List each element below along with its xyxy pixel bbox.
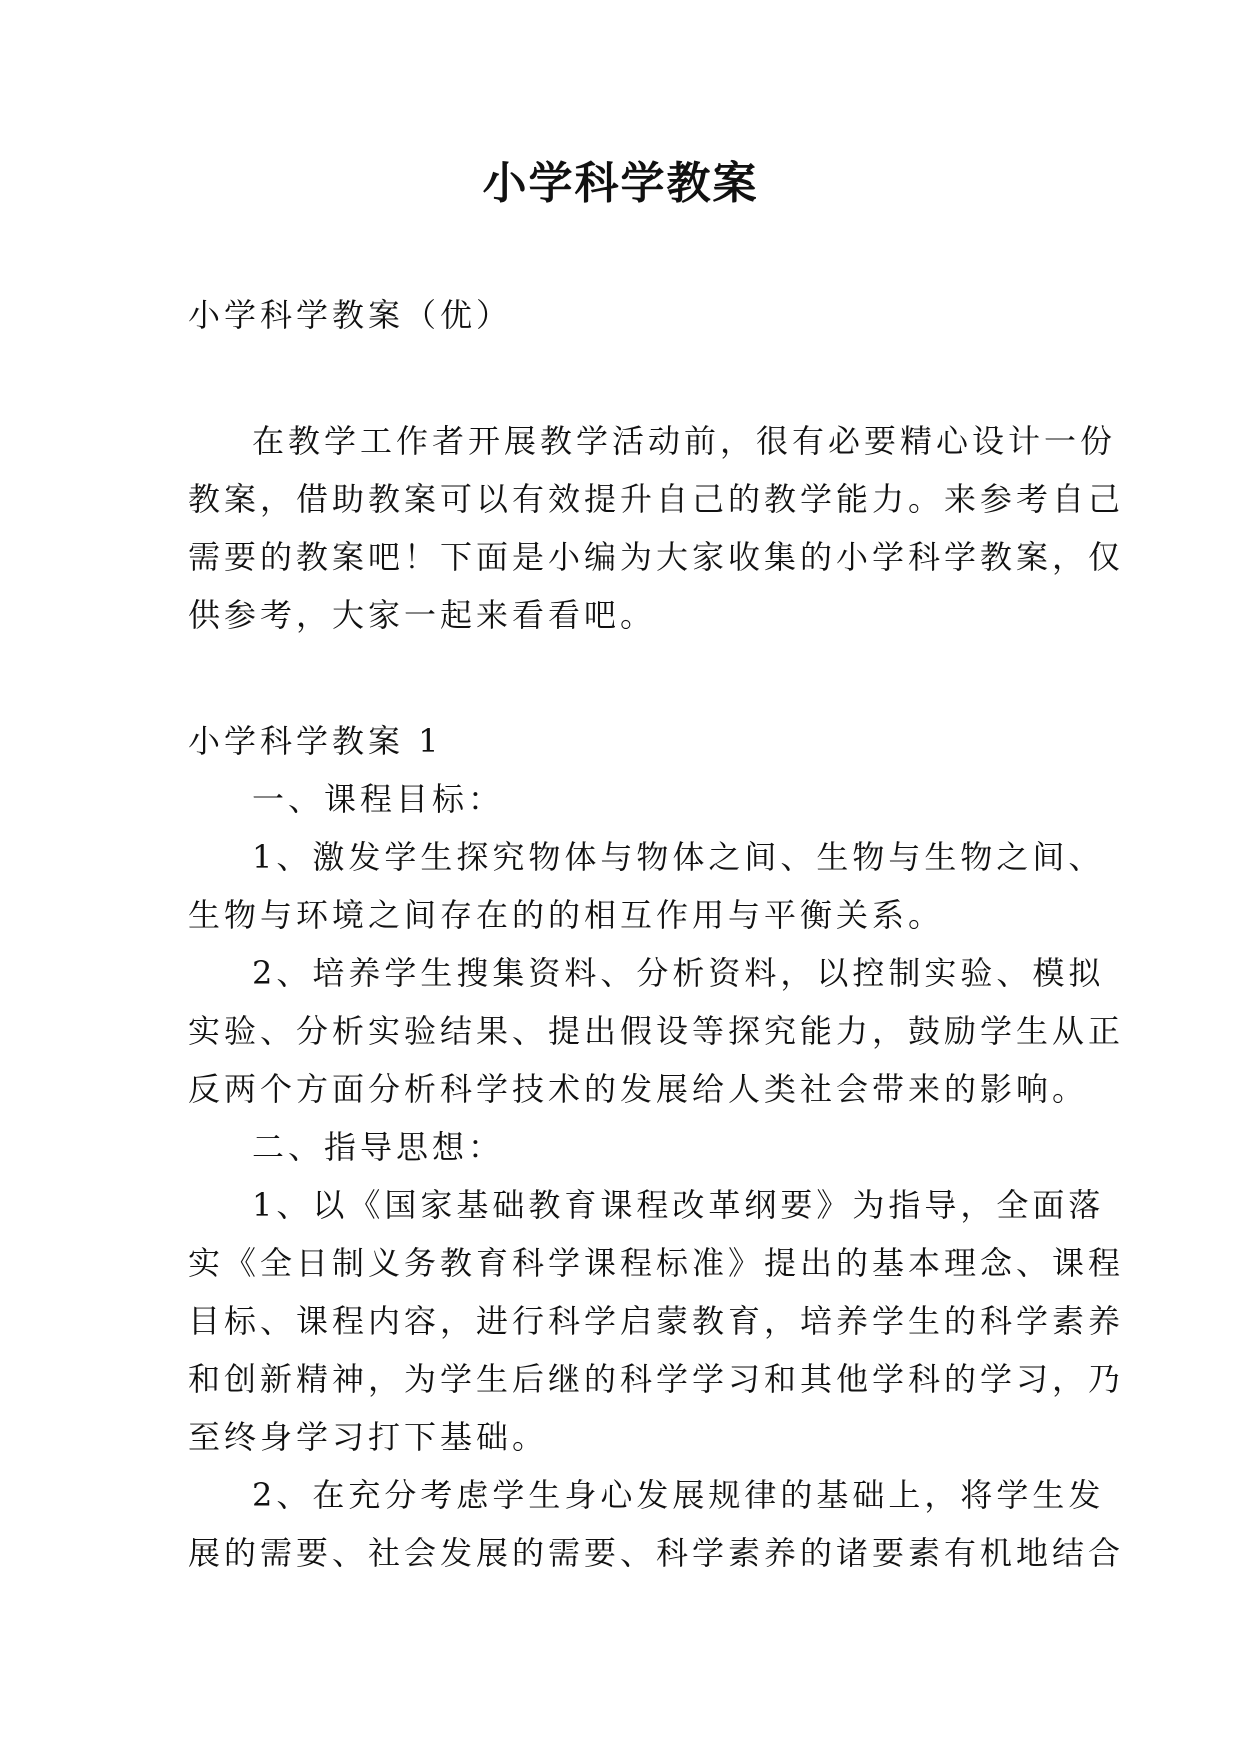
goal-1-paragraph [188,828,1105,944]
section-heading: 小学科学教案 1 [188,722,443,760]
guide-2-line: 2、在充分考虑学生身心发展规律的基础上，将学生发 [252,1476,1105,1514]
goal-1-line: 生物与环境之间存在的的相互作用与平衡关系。 [188,896,945,934]
intro-line: 供参考，大家一起来看看吧。 [188,596,657,634]
goal-1-line: 1、激发学生探究物体与物体之间、生物与生物之间、 [252,838,1105,876]
guide-1-line: 和创新精神，为学生后继的科学学习和其他学科的学习，乃 [188,1360,1125,1398]
guide-2-paragraph [188,1466,1125,1582]
intro-line: 在教学工作者开展教学活动前，很有必要精心设计一份 [252,422,1117,460]
intro-line: 需要的教案吧！下面是小编为大家收集的小学科学教案，仅 [188,538,1125,576]
intro-paragraph [188,412,1125,644]
goal-2-paragraph [188,944,1125,1118]
spacer [188,344,1050,412]
guiding-heading: 二、指导思想： [252,1128,505,1166]
goal-2-line: 2、培养学生搜集资料、分析资料，以控制实验、模拟 [252,954,1105,992]
goal-2-line: 反两个方面分析科学技术的发展给人类社会带来的影响。 [188,1070,1089,1108]
document-body [188,286,1125,1582]
course-goal-heading: 一、课程目标： [252,780,505,818]
guide-1-paragraph [188,1176,1125,1466]
guide-1-line: 实《全日制义务教育科学课程标准》提出的基本理念、课程 [188,1244,1125,1282]
document-title: 小学科学教案 [482,158,759,209]
goal-2-line: 实验、分析实验结果、提出假设等探究能力，鼓励学生从正 [188,1012,1125,1050]
spacer [188,644,1050,712]
document-subtitle: 小学科学教案（优） [188,296,513,334]
intro-line: 教案，借助教案可以有效提升自己的教学能力。来参考自己 [188,480,1125,518]
guide-1-line: 目标、课程内容，进行科学启蒙教育，培养学生的科学素养 [188,1302,1125,1340]
guide-1-line: 至终身学习打下基础。 [188,1418,549,1456]
guide-2-line: 展的需要、社会发展的需要、科学素养的诸要素有机地结合 [188,1534,1125,1572]
guide-1-line: 1、以《国家基础教育课程改革纲要》为指导，全面落 [252,1186,1105,1224]
